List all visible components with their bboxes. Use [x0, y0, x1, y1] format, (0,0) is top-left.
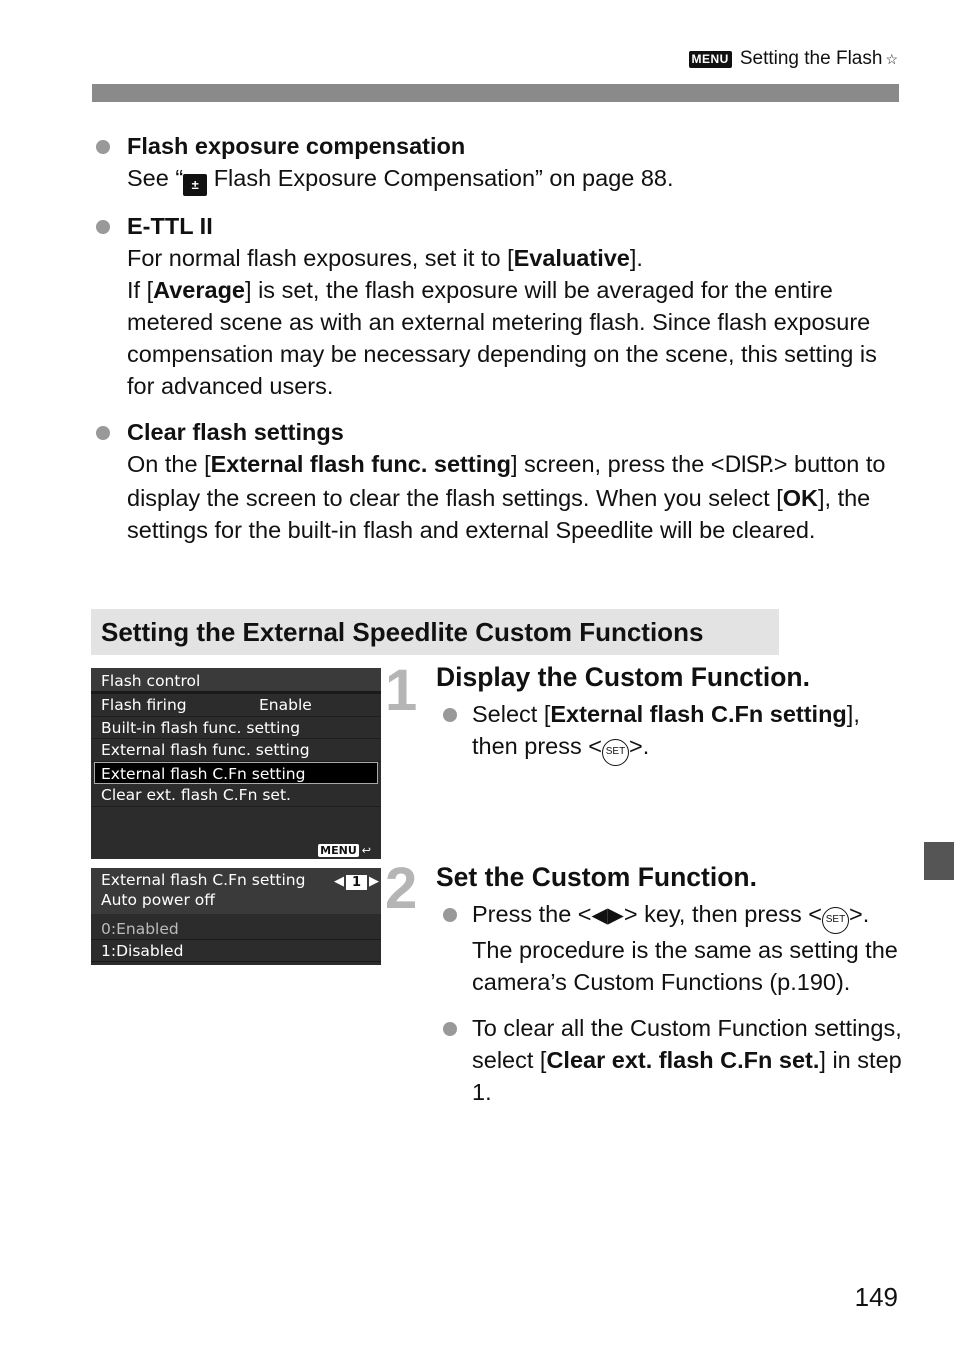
- bullet-dot-icon: [96, 140, 110, 154]
- section-title: Setting the External Speedlite Custom Functions: [91, 609, 779, 655]
- bullet-text: See “: [127, 165, 184, 191]
- bullet-bold: Average: [153, 277, 246, 303]
- bullet-text: Flash Exposure Compensation” on page 88.: [207, 165, 674, 191]
- step-text: then press <: [472, 733, 602, 759]
- step-item: [436, 1012, 906, 1108]
- lcd-row-value: Enable: [259, 696, 312, 714]
- lcd-row: [91, 739, 381, 762]
- bullet-text: On the [: [127, 451, 211, 477]
- bullet-text: ], the settings for the built-in flash and external Speedlite will be cleared.: [127, 485, 871, 543]
- bullet-title: Flash exposure compensation: [127, 133, 466, 159]
- lcd-pager: [334, 872, 379, 892]
- bullet-text: For normal flash exposures, set it to [: [127, 245, 514, 271]
- lcd-screen-cfn: [91, 868, 381, 965]
- bullet-title: E-TTL II: [127, 213, 213, 239]
- step-bold: Clear ext. flash C.Fn set.: [546, 1047, 820, 1073]
- bullet-text: ] screen, press the <: [510, 451, 725, 477]
- step-text: Select [: [472, 701, 551, 727]
- lcd-screen-title: External flash C.Fn setting: [101, 871, 306, 889]
- step-number: 1: [385, 658, 418, 723]
- disp-button-label: DISP.: [724, 453, 774, 478]
- step-text: > key, then press <: [623, 901, 822, 927]
- lcd-screen-flash-control: [91, 668, 381, 859]
- bullet-body: [127, 242, 902, 274]
- step-text: >. The procedure is the same as setting the camera’s Custom Functions (p.190).: [472, 901, 898, 995]
- running-header: [689, 48, 899, 70]
- return-icon: ↩: [361, 844, 371, 857]
- menu-icon: MENU: [689, 51, 732, 68]
- step-text: ],: [846, 701, 860, 727]
- bullet-body: [127, 448, 902, 546]
- bullet-text: ] is set, the flash exposure will be averaged for the entire metered scene as with an external metering flash. Since flash exposure compensation may be necessary depending on the scene, this setting is for advanced users.: [127, 277, 877, 399]
- chapter-tab: [924, 842, 954, 880]
- lcd-row-label: Built-in flash func. setting: [101, 718, 301, 737]
- bullet-dot-icon: [443, 708, 457, 722]
- step-text: To clear all the Custom Function settings, select [: [472, 1015, 902, 1073]
- bullet-text: If [: [127, 277, 154, 303]
- step-number: 2: [385, 856, 418, 921]
- step-text: ] in step 1.: [472, 1047, 902, 1105]
- lcd-row-selected: [94, 762, 378, 785]
- lcd-row-label: External flash func. setting: [101, 741, 310, 759]
- lcd-option: 0:Enabled: [91, 918, 381, 940]
- bullet-bold: OK: [782, 485, 818, 511]
- star-icon: ☆: [885, 50, 898, 67]
- lcd-row: [91, 694, 381, 717]
- bullet-text: ].: [629, 245, 643, 271]
- lcd-row: [91, 717, 381, 740]
- step-item: [436, 698, 906, 766]
- lcd-screen-header: [91, 868, 381, 914]
- bullet-body: [127, 162, 902, 196]
- bullet-ettl: [92, 210, 902, 402]
- bullet-bold: Evaluative: [513, 245, 630, 271]
- step-bold: External flash C.Fn setting: [550, 701, 847, 727]
- header-title: Setting the Flash: [739, 48, 883, 69]
- bullet-dot-icon: [96, 426, 110, 440]
- bullet-dot-icon: [96, 220, 110, 234]
- step-item: [436, 898, 906, 998]
- set-button-icon: SET: [602, 739, 629, 766]
- bullet-flash-exposure-comp: [92, 130, 902, 196]
- lcd-screen-title: Flash control: [91, 668, 381, 694]
- lcd-page-number: 1: [346, 875, 367, 890]
- menu-icon: MENU: [320, 844, 357, 857]
- lcd-screen-subtitle: Auto power off: [101, 891, 215, 909]
- step-title: Set the Custom Function.: [436, 862, 757, 892]
- step-1: [436, 660, 906, 780]
- lcd-option-selected: 1:Disabled: [91, 940, 381, 962]
- right-arrow-icon: ▶: [369, 874, 379, 889]
- step-text: >.: [628, 733, 650, 759]
- bullet-clear-flash: [92, 416, 902, 546]
- bullet-list: [92, 130, 902, 560]
- bullet-body: [127, 274, 902, 402]
- lcd-row: [91, 784, 381, 807]
- step-text: Press the <: [472, 901, 592, 927]
- flash-exposure-comp-icon: ±: [183, 174, 207, 196]
- page-number: 149: [854, 1282, 898, 1312]
- lcd-footer: [318, 844, 371, 857]
- set-button-icon: SET: [822, 907, 849, 934]
- step-2: [436, 860, 906, 1122]
- header-rule: [92, 84, 899, 102]
- left-right-arrow-icon: ◀▶: [591, 904, 624, 927]
- bullet-dot-icon: [443, 1022, 457, 1036]
- bullet-bold: External flash func. setting: [210, 451, 511, 477]
- lcd-row-label: External flash C.Fn setting: [101, 764, 306, 783]
- lcd-row-label: Flash firing: [101, 696, 187, 714]
- bullet-text: > button to display the screen to clear the flash settings. When you select [: [127, 451, 886, 511]
- lcd-row-label: Clear ext. flash C.Fn set.: [101, 786, 291, 804]
- left-arrow-icon: ◀: [333, 874, 344, 889]
- step-title: Display the Custom Function.: [436, 662, 810, 692]
- bullet-title: Clear flash settings: [127, 419, 344, 445]
- bullet-dot-icon: [443, 908, 457, 922]
